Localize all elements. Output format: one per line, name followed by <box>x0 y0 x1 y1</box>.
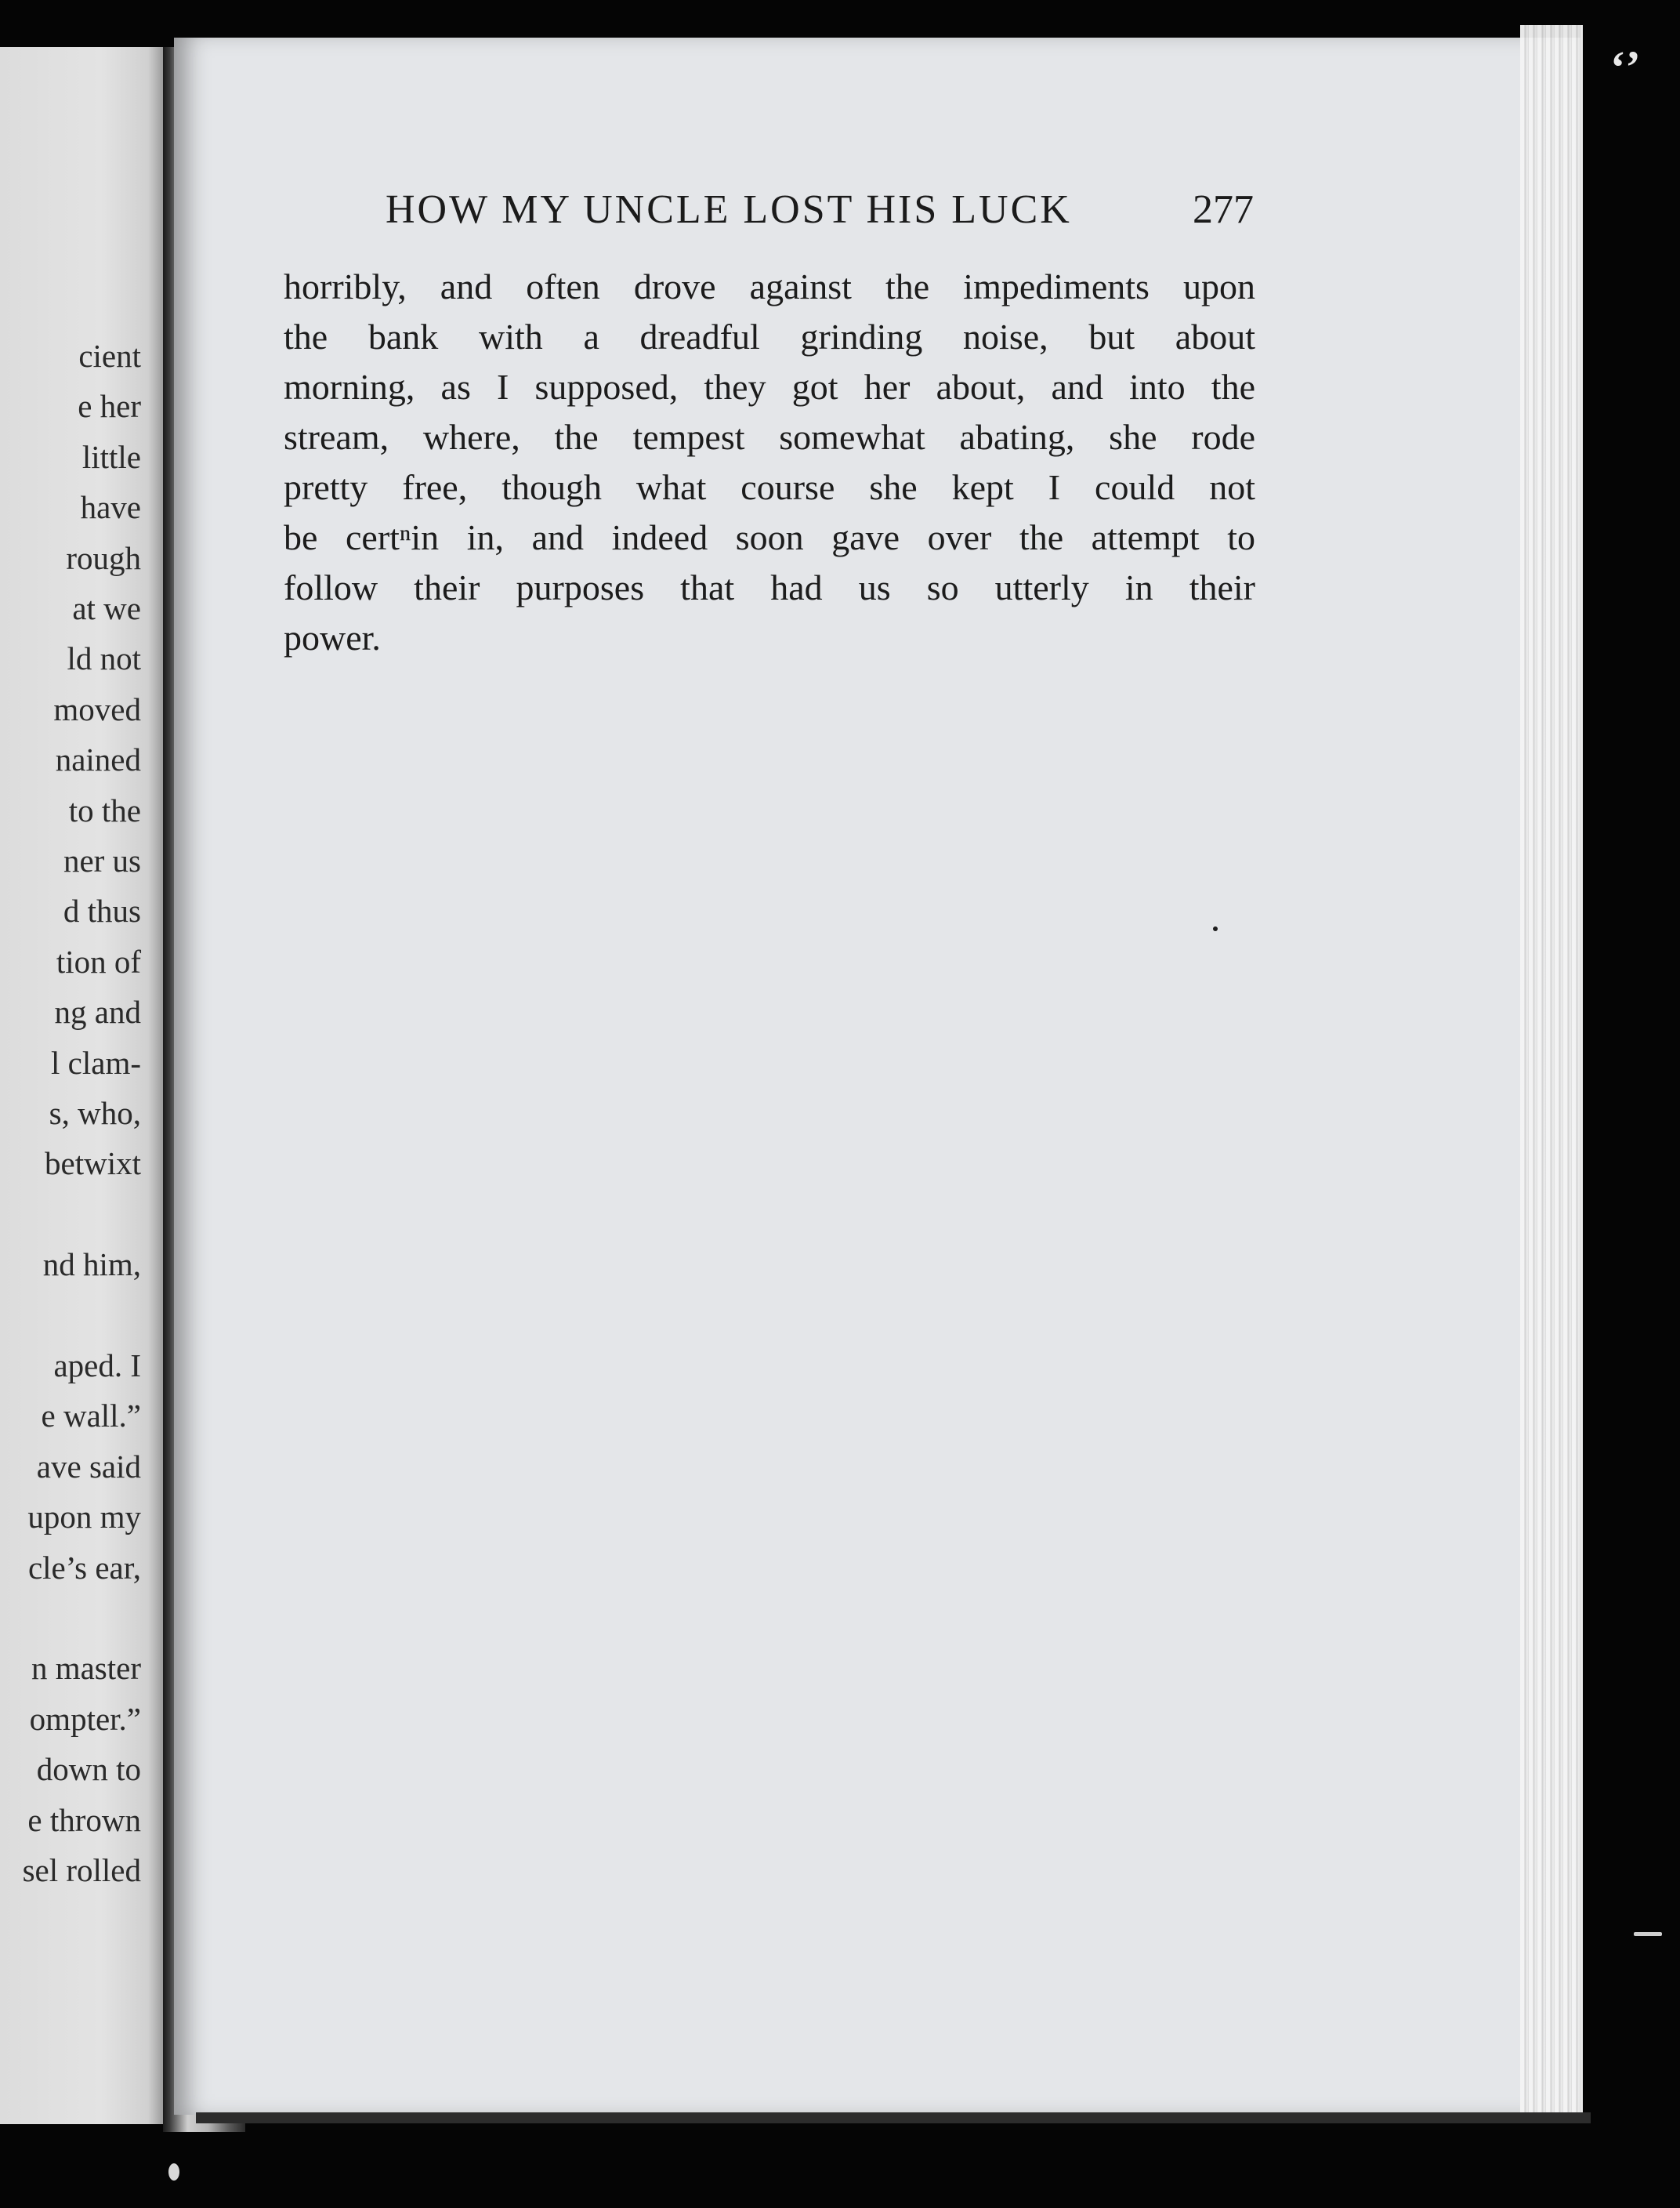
facing-page-line: have <box>80 489 141 525</box>
facing-page-line: betwixt <box>45 1145 141 1181</box>
facing-page-line: nd him, <box>42 1246 141 1282</box>
facing-page-line: sel rolled <box>22 1852 141 1888</box>
page-bottom-edge <box>196 2112 1591 2123</box>
page-number: 277 <box>1193 187 1254 232</box>
facing-page-line: at we <box>72 590 141 626</box>
facing-page-line: upon my <box>27 1499 141 1535</box>
facing-page-line: little <box>81 439 141 475</box>
facing-page-line: n master <box>31 1650 141 1686</box>
dust-speck <box>168 2163 179 2181</box>
facing-page-line: e her <box>78 388 141 424</box>
facing-page-line: tion of <box>56 944 141 980</box>
scan-artifact: ‘’ <box>1610 42 1641 92</box>
dust-speck <box>1213 926 1218 931</box>
running-head-title: HOW MY UNCLE LOST HIS LUCK <box>386 187 1072 232</box>
facing-page-line: e thrown <box>27 1802 141 1838</box>
facing-page-line: ave said <box>36 1448 141 1485</box>
facing-page-line: rough <box>66 540 141 576</box>
dust-speck <box>1634 1932 1662 1936</box>
facing-page-left <box>0 47 168 2124</box>
body-line: pretty free, though what course she kept I could not <box>284 467 1255 507</box>
facing-page-line: to the <box>68 792 141 828</box>
body-text <box>284 262 1255 663</box>
running-head <box>386 187 1254 230</box>
facing-page-line: moved <box>53 691 141 727</box>
page-edge-stack <box>1520 25 1583 2114</box>
facing-page-line: aped. I <box>53 1347 141 1383</box>
body-line: follow their purposes that had us so utterly in their <box>284 567 1255 607</box>
body-line: the bank with a dreadful grinding noise, but about <box>284 317 1255 357</box>
body-line: morning, as I supposed, they got her about, and into the <box>284 367 1255 407</box>
facing-page-line: ompter.” <box>29 1701 141 1737</box>
facing-page-line: l clam- <box>51 1045 141 1081</box>
body-line: power. <box>284 618 381 658</box>
body-line: be certⁿin in, and indeed soon gave over the attempt to <box>284 517 1255 557</box>
facing-page-line: nained <box>55 741 141 778</box>
facing-page-line: d thus <box>63 893 141 929</box>
facing-page-line: ld not <box>67 640 141 676</box>
facing-page-line: ner us <box>63 843 141 879</box>
facing-page-line: cient <box>78 338 141 374</box>
facing-page-line: down to <box>36 1751 141 1787</box>
facing-page-line: e wall.” <box>41 1398 141 1434</box>
facing-page-line: ng and <box>54 994 141 1030</box>
body-line: stream, where, the tempest somewhat abating, she rode <box>284 417 1255 457</box>
facing-page-line: cle’s ear, <box>27 1550 141 1586</box>
facing-page-line: s, who, <box>49 1095 141 1131</box>
body-line: horribly, and often drove against the impediments upon <box>284 266 1255 306</box>
